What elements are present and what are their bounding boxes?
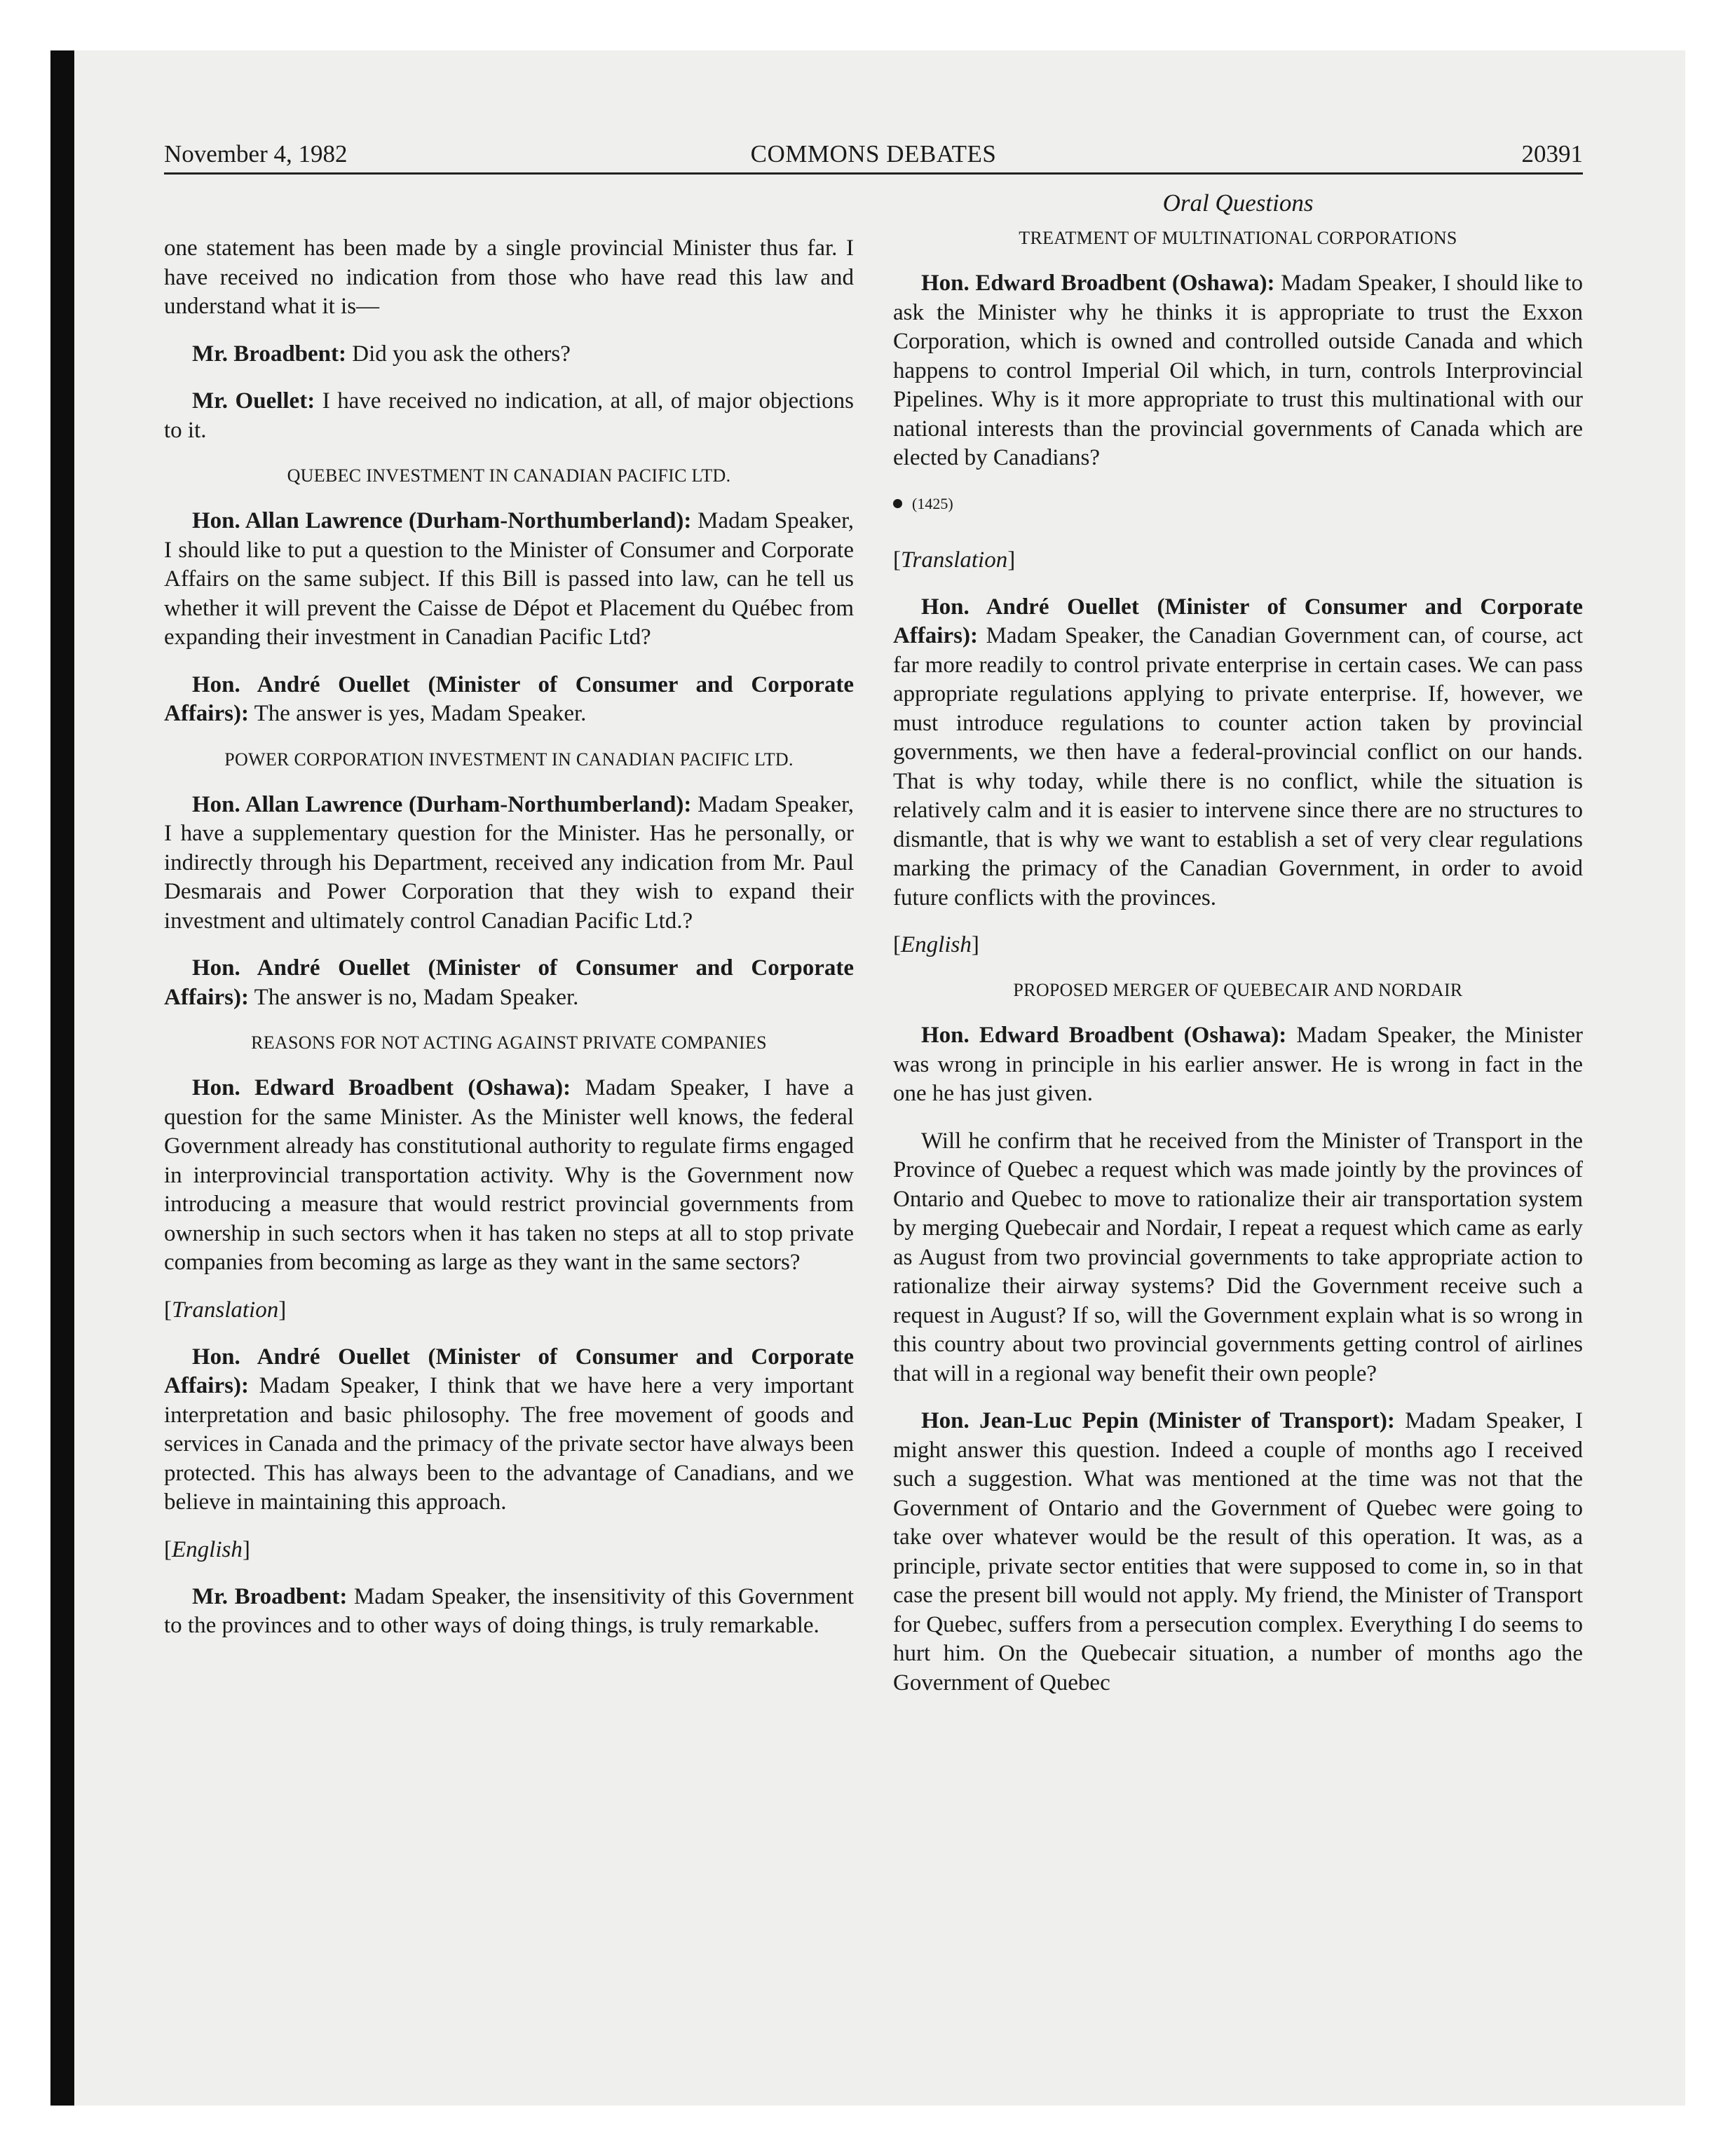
language-marker: [English]	[164, 1536, 250, 1562]
header-page-number: 20391	[1521, 140, 1583, 168]
speaker-name: Mr. Ouellet:	[192, 388, 315, 414]
time-stamp	[893, 491, 1583, 517]
speaker-name: Hon. André Ouellet (Minister of Consumer and Corporate Affairs):	[893, 594, 1583, 648]
speech-text: I have received no indication, at all, of major objections to it.	[164, 388, 854, 443]
paragraph	[164, 1583, 854, 1641]
speaker-name: Hon. Edward Broadbent (Oshawa):	[192, 1075, 571, 1100]
subject-heading: QUEBEC INVESTMENT IN CANADIAN PACIFIC LTD.	[287, 465, 731, 486]
subject-heading: POWER CORPORATION INVESTMENT IN CANADIAN PACIFIC LTD.	[224, 749, 794, 770]
section-title: Oral Questions	[1162, 189, 1314, 217]
speech-text: Madam Speaker, I should like to put a question to the Minister of Consumer and Corporate Affairs on the same subject. If this Bill is passed into law, can he tell us whether it will prevent the Caisse de Dépot et Placement du Québec from expanding their investment in Canadian Pacific Ltd?	[164, 508, 854, 650]
document-page	[164, 137, 1584, 1696]
speech-text: Madam Speaker, the Canadian Government can, of course, act far more readily to control private enterprise in certain cases. We can pass appropriate regulations applying to private enterprise. If, however, we must introduce regulations to counter action taken by provincial governments, we then have a federal-provincial conflict on our hands. That is why today, while there is no conflict, while the situation is relatively calm and it is easier to intervene since there are no structures to dismantle, that is why we want to establish a set of very clear regulations marking the primacy of the Canadian Government, in order to avoid future conflicts with the provinces.	[893, 623, 1583, 910]
language-marker: [Translation]	[893, 547, 1016, 573]
speech-text: Madam Speaker, I should like to ask the Minister why he thinks it is appropriate to trust the Exxon Corporation, which is owned and controlled outside Canada and which happens to control Imperial Oil which, in turn, controls Interprovincial Pipelines. Why is it more appropriate to trust this multinational with our national interests than the provincial governments of Canada which are elected by Canadians?	[893, 271, 1584, 470]
speaker-name: Mr. Broadbent:	[192, 341, 347, 367]
language-marker: [Translation]	[164, 1297, 287, 1323]
header-title: COMMONS DEBATES	[750, 140, 997, 168]
right-column	[893, 188, 1583, 1716]
subject-heading: REASONS FOR NOT ACTING AGAINST PRIVATE COMPANIES	[251, 1032, 767, 1053]
speaker-name: Hon. Edward Broadbent (Oshawa):	[921, 1023, 1287, 1048]
paragraph: Will he confirm that he received from the Minister of Transport in the Province of Quebec a request which was made jointly by the provinces of Ontario and Quebec to move to rationalize their air transportation system by merging Quebecair and Nordair, I repeat a request which came as early as August from two provincial governments to take appropriate action to rationalize their airway systems? Did the Government receive such a request in August? If so, will the Government explain what is so wrong in this country about two provincial governments getting control of airlines that will in a regional way benefit their own people?	[893, 1128, 1583, 1386]
speaker-name: Hon. Edward Broadbent (Oshawa):	[921, 271, 1275, 296]
speaker-name: Hon. André Ouellet (Minister of Consumer and Corporate Affairs):	[164, 1344, 854, 1398]
paragraph	[893, 1407, 1583, 1698]
header-date: November 4, 1982	[164, 140, 348, 168]
paragraph	[893, 269, 1583, 473]
speech-text: Madam Speaker, I have a supplementary question for the Minister. Has he personally, or indirectly through his Department, received any indication from Mr. Paul Desmarais and Power Corporation that they wish to expand their investment and ultimately control Canadian Pacific Ltd.?	[164, 791, 854, 934]
time-stamp-text: (1425)	[912, 494, 953, 512]
speaker-name: Hon. Jean-Luc Pepin (Minister of Transport):	[921, 1408, 1395, 1433]
language-label: Translation	[901, 547, 1008, 573]
speech-text: Madam Speaker, I have a question for the same Minister. As the Minister well knows, the federal Government already has constitutional authority to regulate firms engaged in interprovincial transportation activity. Why is the Government now introducing a measure that would restrict provincial governments from ownership in such sectors when it has taken no steps at all to stop private companies from becoming as large as they want in the same sectors?	[164, 1075, 854, 1275]
speech-text: Madam Speaker, I think that we have here a very important interpretation and basic philosophy. The free movement of goods and services in Canada and the primacy of the private sector have always been protected. This has always been to the advantage of Canadians, and we believe in maintaining this approach.	[164, 1373, 854, 1515]
paragraph	[164, 1343, 854, 1517]
bullet-icon	[893, 499, 902, 508]
paragraph	[893, 1021, 1583, 1109]
language-label: English	[901, 932, 972, 957]
speech-text: Madam Speaker, the Minister was wrong in principle in his earlier answer. He is wrong in fact in the one he has just given.	[893, 1023, 1583, 1106]
speech-text: The answer is no, Madam Speaker.	[248, 984, 579, 1010]
speech-text: Did you ask the others?	[346, 341, 571, 367]
speaker-name: Hon. Allan Lawrence (Durham-Northumberland):	[192, 791, 692, 817]
paragraph: one statement has been made by a single provincial Minister thus far. I have received no indication from those who have read this law and understand what it is—	[164, 236, 854, 319]
speaker-name: Hon. André Ouellet (Minister of Consumer and Corporate Affairs):	[164, 955, 854, 1010]
subject-heading: PROPOSED MERGER OF QUEBECAIR AND NORDAIR	[1013, 980, 1463, 1000]
running-head	[164, 137, 1583, 175]
language-label: Translation	[172, 1297, 279, 1323]
language-marker: [English]	[893, 932, 979, 957]
speech-text: Madam Speaker, the insensitivity of this Government to the provinces and to other ways of doing things, is truly remarkable.	[164, 1583, 855, 1638]
speaker-name: Hon. André Ouellet (Minister of Consumer and Corporate Affairs):	[164, 671, 854, 726]
paragraph	[164, 340, 854, 369]
paragraph	[164, 791, 854, 936]
speaker-name: Mr. Broadbent:	[192, 1583, 348, 1609]
speech-text: The answer is yes, Madam Speaker.	[248, 701, 587, 726]
paragraph	[164, 507, 854, 653]
left-column	[164, 234, 854, 1659]
paragraph	[164, 1074, 854, 1278]
paragraph	[893, 593, 1583, 913]
paragraph	[164, 387, 854, 445]
paragraph	[164, 671, 854, 729]
speech-text: Madam Speaker, I might answer this question. Indeed a couple of months ago I received such a suggestion. What was mentioned at the time was not that the Government of Ontario and the Government of Quebec were going to take over whatever would be the result of this operation. It was, as a principle, private sector entities that were supposed to come in, so in that case the present bill would not apply. My friend, the Minister of Transport for Quebec, suffers from a persecution complex. Everything I do seems to hurt him. On the Quebecair situation, a number of months ago the Government of Quebec	[893, 1408, 1583, 1696]
speaker-name: Hon. Allan Lawrence (Durham-Northumberland):	[192, 508, 692, 533]
paragraph	[164, 954, 854, 1012]
language-label: English	[172, 1536, 243, 1562]
subject-heading: TREATMENT OF MULTINATIONAL CORPORATIONS	[1019, 228, 1457, 248]
scan-edge-bar	[50, 50, 74, 2106]
